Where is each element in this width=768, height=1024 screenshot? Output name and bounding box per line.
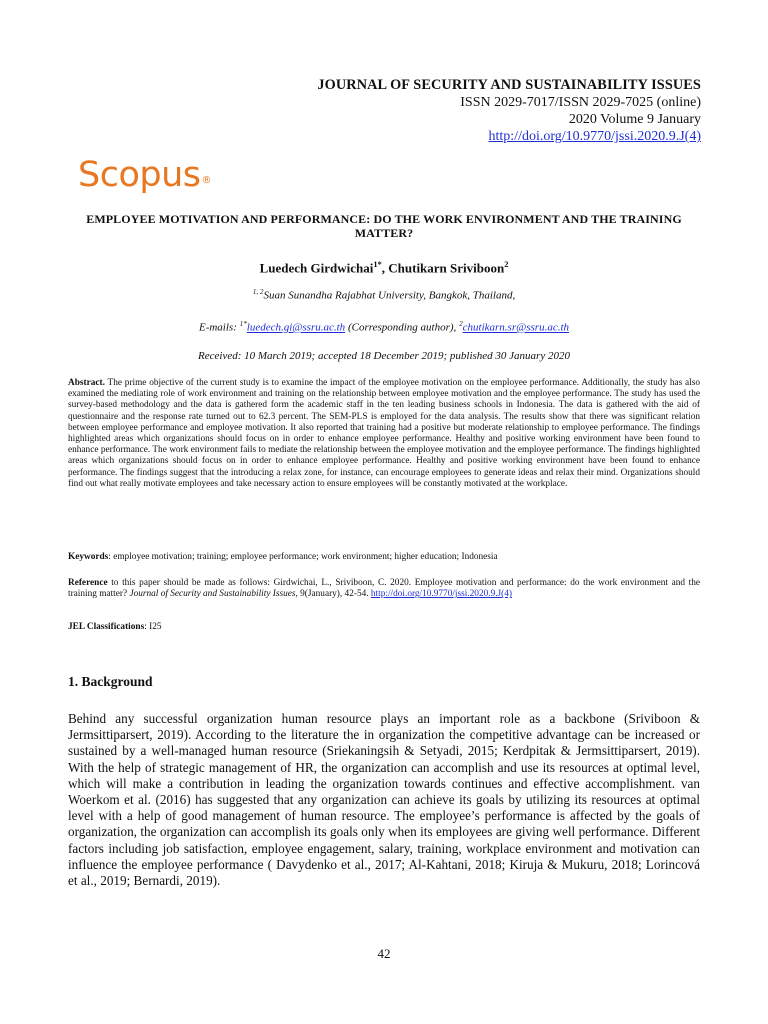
authors: [68, 259, 700, 276]
affiliation-text: Suan Sunandha Rajabhat University, Bangkok, Thailand,: [263, 289, 516, 302]
author-1-sup: 1*: [373, 259, 382, 269]
emails: [68, 320, 700, 334]
page-number: 42: [377, 946, 391, 961]
email-2-link[interactable]: chutikarn.sr@ssru.ac.th: [462, 321, 570, 334]
keywords-label: Keywords: [68, 552, 109, 562]
journal-header: [317, 77, 701, 145]
abstract: [68, 378, 700, 490]
affiliation: [68, 288, 700, 302]
author-2-sup: 2: [504, 259, 509, 269]
reference-doi-link[interactable]: http://doi.org/10.9770/jssi.2020.9.J(4): [370, 589, 513, 600]
reference-label: Reference: [68, 578, 108, 588]
email-1-sup: 1*: [239, 320, 247, 328]
keywords-text: : employee motivation; training; employee performance; work environment; higher education; Indonesia: [108, 552, 498, 562]
jel-label: JEL Classifications: [68, 622, 145, 632]
email-1-link[interactable]: luedech.gi@ssru.ac.th: [246, 321, 346, 334]
reference-journal: Journal of Security and Sustainability Issues,: [129, 589, 298, 600]
affiliation-sup: 1, 2: [252, 288, 264, 296]
abstract-label: Abstract.: [68, 378, 105, 388]
reference: [68, 578, 700, 600]
scopus-logo: [78, 155, 211, 195]
issn: ISSN 2029-7017/ISSN 2029-7025 (online): [460, 95, 701, 110]
scopus-logo-text: Scopus: [78, 155, 201, 195]
reference-text-1: to this paper should be made as follows: Girdwichai, L., Sriviboon, C. 2020. Employee motivation and performance: do the work environment and the training matter?: [68, 578, 700, 600]
author-1: Luedech Girdwichai: [259, 260, 374, 276]
section-heading: 1. Background: [68, 674, 153, 689]
author-separator: ,: [381, 260, 389, 276]
header-doi-link[interactable]: http://doi.org/10.9770/jssi.2020.9.J(4): [488, 129, 701, 144]
email-2-sup: 2: [459, 320, 463, 328]
emails-label: E-mails:: [198, 321, 240, 334]
jel-classifications: [68, 622, 700, 632]
author-2: Chutikarn Sriviboon: [388, 260, 505, 276]
volume: 2020 Volume 9 January: [568, 112, 701, 127]
abstract-text: The prime objective of the current study is to examine the impact of the employee motivation on the employee performance. Additionally, the study has also examined the mediating role of work environment and training on the relationship between employee motivation and the employee performance. The study has used the survey-based methodology and the data is gathered form the academic staff in the ten leading business schools in Indonesia. The data is gathered with the aid of questionnaire and the response rate turned out to 62.3 percent. The SEM-PLS is employed for the data analysis. The results show that there was significant relation between employee performance and employee motivation. It also reported that training had a positive but moderate relationship to employee performance. The findings highlighted areas which organizations should focus on in order to enhance employee performance. Healthy and positive working environment have been found to enhance performance. The work environment fails to mediate the relationship between the employee motivation and the employee performance. The findings highlighted areas which organizations should focus on in order to enhance employee performance. Healthy and positive working environment have been found to enhance performance. The findings suggest that the introducing a relax zone, for instance, can encourage employees to generate ideas and relax their mind. Organizations should find out what really motivate employees and take necessary action to ensure employees will be constantly motivated at the workplace.: [68, 378, 700, 489]
keywords: [68, 552, 700, 563]
reference-text-2: 9(January), 42-54.: [297, 589, 371, 600]
jel-text: : I25: [144, 622, 162, 632]
registered-mark: ®: [201, 175, 212, 186]
publication-dates: Received: 10 March 2019; accepted 18 December 2019; published 30 January 2020: [198, 350, 570, 362]
journal-title: JOURNAL OF SECURITY AND SUSTAINABILITY ISSUES: [317, 77, 701, 93]
paper-title: EMPLOYEE MOTIVATION AND PERFORMANCE: DO THE WORK ENVIRONMENT AND THE TRAINING MATTER?: [86, 212, 682, 240]
section-body: Behind any successful organization human resource plays an important role as a backbone (Sriviboon & Jermsittiparsert, 2019). According to the literature the in organization the competitive advantage can be increased or sustained by a well-managed human resource (Sriekaningsih & Setyadi, 2015; Kerdpitak & Jermsittiparsert, 2019). With the help of strategic management of HR, the organization can accomplish and use its resources at optimal level, which will make a contribution in leading the organization towards continues and effective accomplishment. van Woerkom et al. (2016) has suggested that any organization can achieve its goals by utilizing its resources at optimal level with a help of good management of human resource. The employee’s performance is affected by the goals of organization, the organization can accomplish its goals only when its employees are giving well performance. Different factors including job satisfaction, employee engagement, salary, training, workplace environment and motivation can influence the employee performance ( Davydenko et al., 2017; Al-Kahtani, 2018; Kiruja & Mukuru, 2018; Lorincová et al., 2019; Bernardi, 2019).: [68, 711, 700, 889]
email-1-note: (Corresponding author),: [345, 321, 460, 334]
